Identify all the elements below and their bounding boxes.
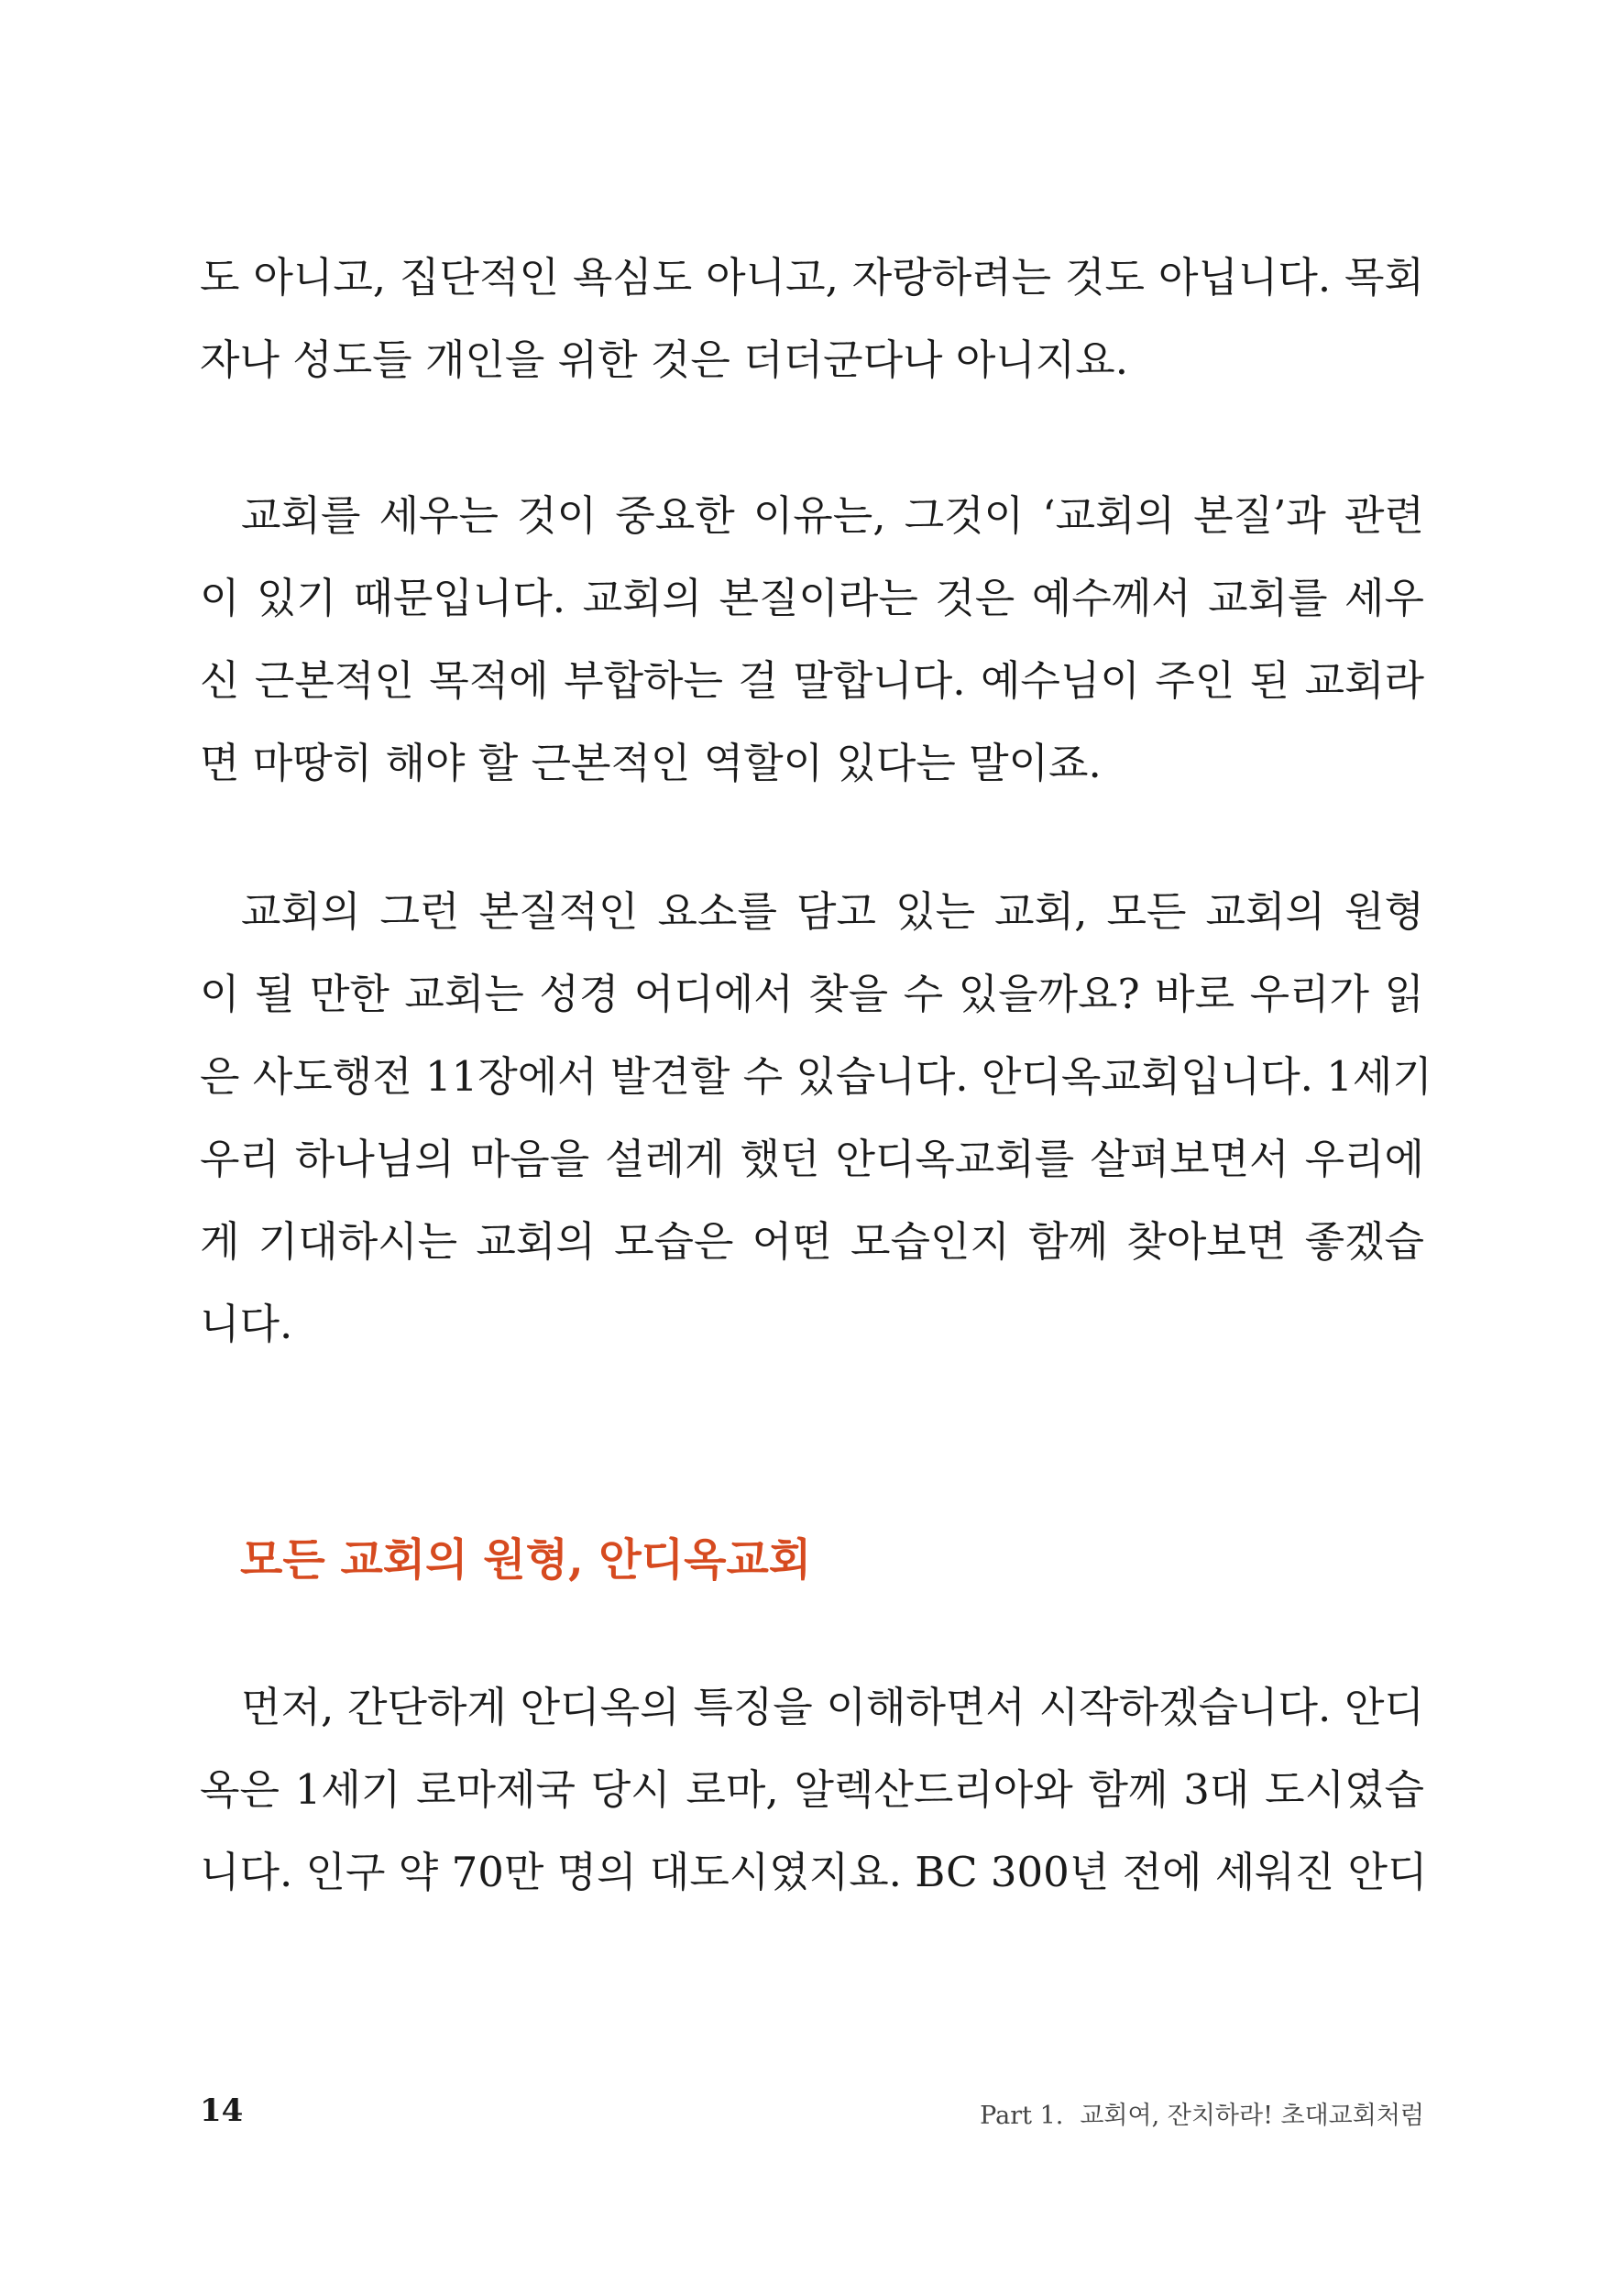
section-paragraph xyxy=(200,1666,1428,1914)
paragraph-2 xyxy=(200,475,1424,805)
text-line: 신 근본적인 목적에 부합하는 걸 말합니다. 예수님이 주인 된 교회라 xyxy=(200,656,1424,705)
running-footer xyxy=(980,2095,1424,2131)
text-line: 교회의 그런 본질적인 요소를 담고 있는 교회, 모든 교회의 원형 xyxy=(241,887,1424,936)
text-line: 면 마땅히 해야 할 근본적인 역할이 있다는 말이죠. xyxy=(200,739,1102,787)
paragraph-3 xyxy=(200,871,1432,1366)
part-label: Part 1. xyxy=(980,2102,1064,2130)
text-line: 이 있기 때문입니다. 교회의 본질이라는 것은 예수께서 교회를 세우 xyxy=(200,574,1424,622)
page-number: 14 xyxy=(200,2092,244,2129)
text-line: 니다. 인구 약 70만 명의 대도시였지요. BC 300년 전에 세워진 안디 xyxy=(200,1848,1428,1896)
text-line: 옥은 1세기 로마제국 당시 로마, 알렉산드리아와 함께 3대 도시였습 xyxy=(200,1765,1424,1814)
text-line: 우리 하나님의 마음을 설레게 했던 안디옥교회를 살펴보면서 우리에 xyxy=(200,1135,1424,1183)
text-line: 은 사도행전 11장에서 발견할 수 있습니다. 안디옥교회입니다. 1세기 xyxy=(200,1052,1432,1101)
text-line: 교회를 세우는 것이 중요한 이유는, 그것이 ‘교회의 본질’과 관련 xyxy=(241,491,1424,540)
text-line: 도 아니고, 집단적인 욕심도 아니고, 자랑하려는 것도 아닙니다. 목회 xyxy=(200,253,1424,302)
text-line: 이 될 만한 교회는 성경 어디에서 찾을 수 있을까요? 바로 우리가 읽 xyxy=(200,970,1424,1018)
chapter-title: 교회여, 잔치하라! 초대교회처럼 xyxy=(1080,2102,1424,2130)
text-line: 자나 성도들 개인을 위한 것은 더더군다나 아니지요. xyxy=(200,335,1129,384)
text-line: 먼저, 간단하게 안디옥의 특징을 이해하면서 시작하겠습니다. 안디 xyxy=(241,1683,1424,1731)
section-heading: 모든 교회의 원형, 안디옥교회 xyxy=(240,1534,812,1586)
paragraph-1 xyxy=(200,236,1424,401)
text-line: 게 기대하시는 교회의 모습은 어떤 모습인지 함께 찾아보면 좋겠습 xyxy=(200,1217,1424,1266)
text-line: 니다. xyxy=(200,1300,293,1348)
